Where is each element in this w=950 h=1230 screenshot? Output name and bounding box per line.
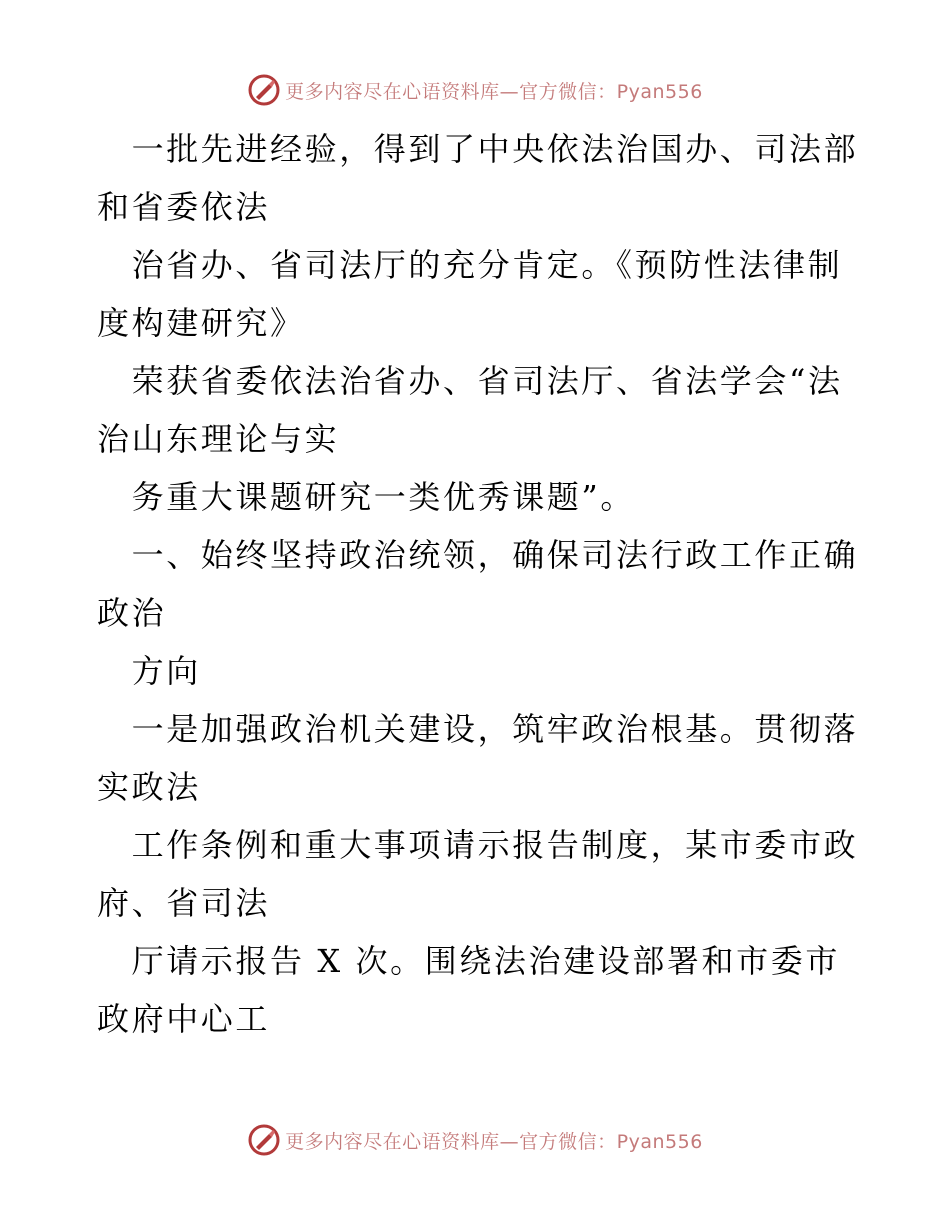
banner-text: 更多内容尽在心语资料库—官方微信：Pyan556: [285, 80, 703, 103]
text-line: 一批先进经验，得到了中央依法治国办、司法部: [97, 130, 859, 168]
text-line: 方向: [97, 652, 201, 690]
pen-logo-icon: [247, 73, 281, 107]
header-banner: [0, 70, 950, 110]
text-line: 治省办、省司法厅的充分肯定。《预防性法律制: [97, 246, 843, 284]
text-line: 度构建研究》: [97, 304, 305, 342]
text-line: 实政法: [97, 768, 201, 806]
text-line: 政府中心工: [97, 1000, 271, 1038]
pen-logo-icon: [247, 1123, 281, 1157]
text-line: 一、始终坚持政治统领，确保司法行政工作正确: [97, 536, 859, 574]
text-line: 政治: [97, 594, 167, 632]
text-line: 一是加强政治机关建设，筑牢政治根基。贯彻落: [97, 710, 859, 748]
text-line: 厅请示报告 X 次。围绕法治建设部署和市委市: [97, 942, 840, 980]
footer-banner: [0, 1120, 950, 1160]
text-line: 府、省司法: [97, 884, 271, 922]
banner-text: 更多内容尽在心语资料库—官方微信：Pyan556: [285, 1130, 703, 1153]
text-line: 荣获省委依法治省办、省司法厅、省法学会“法: [97, 362, 843, 400]
text-line: 治山东理论与实: [97, 420, 340, 458]
text-line: 和省委依法: [97, 188, 271, 226]
text-line: 工作条例和重大事项请示报告制度，某市委市政: [97, 826, 859, 864]
text-line: 务重大课题研究一类优秀课题”。: [97, 478, 635, 516]
document-body: [97, 120, 857, 1048]
